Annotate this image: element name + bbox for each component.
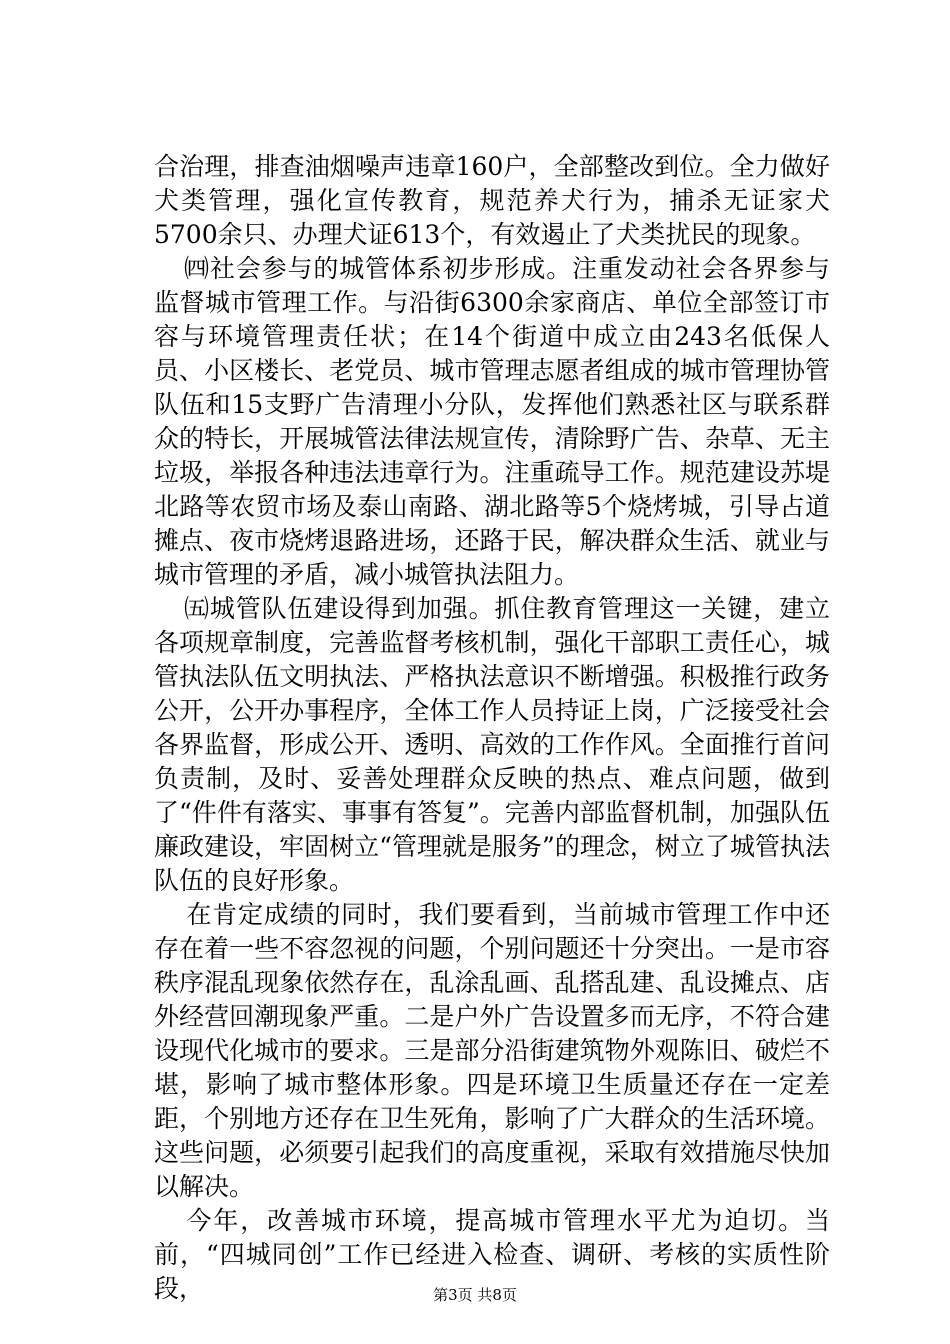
document-body <box>154 150 830 1306</box>
paragraph-section-5: ㈤城管队伍建设得到加强。抓住教育管理这一关键，建立各项规章制度，完善监督考核机制，强化干部职工责任心，城管执法队伍文明执法、严格执法意识不断增强。积极推行政务公开，公开办事程序，全体工作人员持证上岗，广泛接受社会各界监督，形成公开、透明、高效的工作作风。全面推行首问负责制，及时、妥善处理群众反映的热点、难点问题，做到了“件件有落实、事事有答复”。完善内部监督机制，加强队伍廉政建设，牢固树立“管理就是服务”的理念，树立了城管执法队伍的良好形象。 <box>154 594 830 895</box>
paragraph-problems: 在肯定成绩的同时，我们要看到，当前城市管理工作中还存在着一些不容忽视的问题，个别问题还十分突出。一是市容秩序混乱现象依然存在，乱涂乱画、乱搭乱建、乱设摊点、店外经营回潮现象严重。二是户外广告设置多而无序，不符合建设现代化城市的要求。三是部分沿街建筑物外观陈旧、破烂不堪，影响了城市整体形象。四是环境卫生质量还存在一定差距，个别地方还存在卫生死角，影响了广大群众的生活环境。这些问题，必须要引起我们的高度重视，采取有效措施尽快加以解决。 <box>154 900 830 1201</box>
page-footer: 第3页 共8页 <box>433 1286 517 1304</box>
paragraph-continued: 合治理，排查油烟噪声违章160户，全部整改到位。全力做好犬类管理，强化宣传教育，规范养犬行为，捕杀无证家犬5700余只、办理犬证613个，有效遏止了犬类扰民的现象。 <box>154 152 830 249</box>
paragraph-section-4: ㈣社会参与的城管体系初步形成。注重发动社会各界参与监督城市管理工作。与沿街6300余家商店、单位全部签订市容与环境管理责任状；在14个街道中成立由243名低保人员、小区楼长、老党员、城市管理志愿者组成的城市管理协管队伍和15支野广告清理小分队，发挥他们熟悉社区与联系群众的特长，开展城管法律法规宣传，清除野广告、杂草、无主垃圾，举报各种违法违章行为。注重疏导工作。规范建设苏堤北路等农贸市场及泰山南路、湖北路等5个烧烤城，引导占道摊点、夜市烧烤退路进场，还路于民，解决群众生活、就业与城市管理的矛盾，减小城管执法阻力。 <box>154 254 830 589</box>
paragraph-this-year: 今年，改善城市环境，提高城市管理水平尤为迫切。当前，“四城同创”工作已经进入检查、调研、考核的实质性阶段， <box>154 1206 830 1303</box>
